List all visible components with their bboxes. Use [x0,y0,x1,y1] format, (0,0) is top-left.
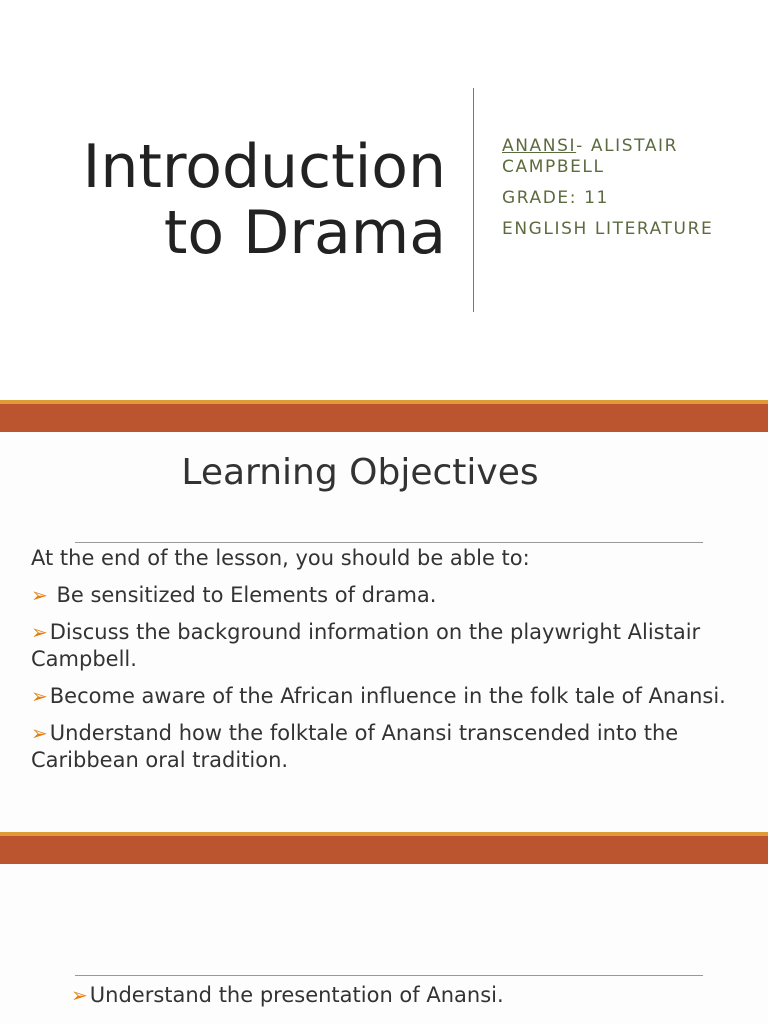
objectives-list [71,982,504,1009]
objective-item [31,582,746,609]
anansi-link[interactable]: ANANSI [502,136,577,156]
objective-text: Understand how the folktale of Anansi transcended into the Caribbean oral tradition. [31,721,679,772]
objective-item [31,720,746,774]
slide-subtitle [502,136,742,250]
subtitle-grade: GRADE: 11 [502,188,609,208]
arrow-bullet-icon: ➢ [71,983,88,1007]
objective-text: Be sensitized to Elements of drama. [49,583,437,607]
slide-separator [0,832,768,864]
objectives-intro: At the end of the lesson, you should be able to: [31,546,530,570]
heading-divider [75,542,703,543]
subtitle-subject: ENGLISH LITERATURE [502,219,714,239]
objective-item [31,683,746,710]
slide-separator [0,400,768,432]
objective-text: Understand the presentation of Anansi. [89,983,504,1007]
subtitle-line-title [502,136,742,178]
objectives-list [31,582,746,784]
arrow-bullet-icon: ➢ [31,583,48,607]
subtitle-author: - ALISTAIR CAMPBELL [502,136,679,177]
slide-heading: Learning Objectives [181,452,539,493]
vertical-divider [473,88,474,312]
arrow-bullet-icon: ➢ [31,684,48,708]
slide-continued-objectives [0,864,768,1024]
objective-text: Become aware of the African influence in the folk tale of Anansi. [49,684,726,708]
heading-divider [75,975,703,976]
objective-text: Discuss the background information on the playwright Alistair Campbell. [31,620,701,671]
slide-title-text: Introduction to Drama [82,132,446,268]
arrow-bullet-icon: ➢ [31,721,48,745]
arrow-bullet-icon: ➢ [31,620,48,644]
slide-title [0,0,768,400]
objective-item [71,982,504,1009]
objective-item [31,619,746,673]
slide-learning-objectives [0,432,768,832]
